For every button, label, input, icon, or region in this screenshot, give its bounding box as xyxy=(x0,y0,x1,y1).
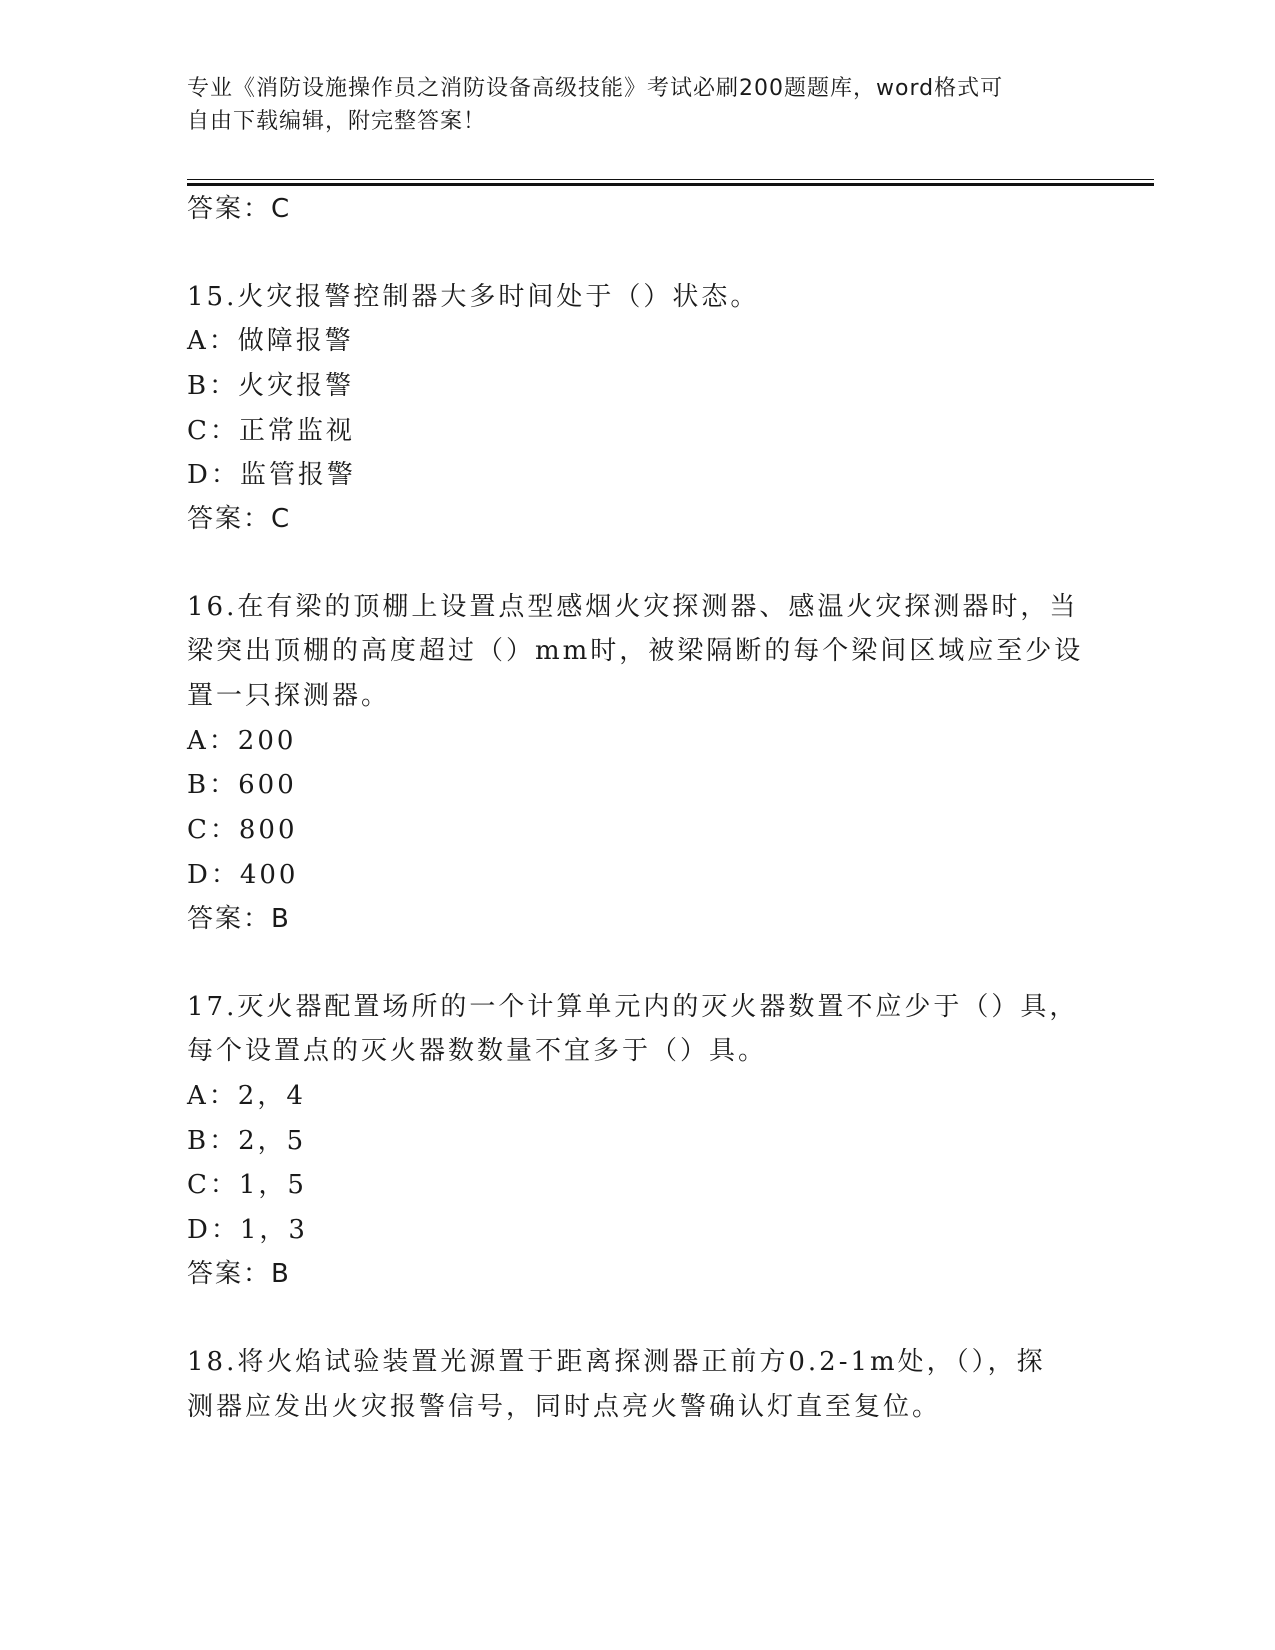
header-rule-thick xyxy=(187,183,1154,186)
question-15-answer: 答案：C xyxy=(187,504,292,534)
header-line-1: 专业《消防设施操作员之消防设备高级技能》考试必刷200题题库，word格式可 xyxy=(187,76,1004,101)
header-line-2: 自由下载编辑，附完整答案！ xyxy=(187,109,487,134)
question-15-option-a: A：做障报警 xyxy=(187,326,354,356)
question-16-option-a: A：200 xyxy=(187,726,297,756)
question-15-option-d: D：监管报警 xyxy=(187,460,356,490)
question-17-option-d: D：1，3 xyxy=(187,1215,308,1245)
question-17-option-b: B：2，5 xyxy=(187,1126,307,1156)
question-16-text-line-1: 16.在有梁的顶棚上设置点型感烟火灾探测器、感温火灾探测器时，当 xyxy=(187,592,1079,622)
question-17-option-a: A：2，4 xyxy=(187,1081,306,1111)
question-17-text-line-2: 每个设置点的灭火器数数量不宜多于（）具。 xyxy=(187,1036,768,1066)
question-16-text-line-3: 置一只探测器。 xyxy=(187,681,391,711)
question-15-option-b: B：火灾报警 xyxy=(187,371,355,401)
question-16-option-c: C：800 xyxy=(187,815,298,845)
question-16-option-b: B：600 xyxy=(187,770,297,800)
header-rule-thin xyxy=(187,179,1154,180)
question-17-answer: 答案：B xyxy=(187,1259,291,1289)
question-16-text-line-2: 梁突出顶棚的高度超过（）mm时，被梁隔断的每个梁间区域应至少设 xyxy=(187,636,1084,666)
question-15-option-c: C：正常监视 xyxy=(187,416,355,446)
question-17-option-c: C：1，5 xyxy=(187,1170,307,1200)
document-header xyxy=(187,72,1067,138)
question-17-text-line-1: 17.灭火器配置场所的一个计算单元内的灭火器数置不应少于（）具， xyxy=(187,992,1079,1022)
prev-answer: 答案：C xyxy=(187,194,292,224)
question-16-option-d: D：400 xyxy=(187,860,299,890)
question-15-text: 15.火灾报警控制器大多时间处于（）状态。 xyxy=(187,282,760,312)
question-18-text-line-1: 18.将火焰试验装置光源置于距离探测器正前方0.2-1m处，（），探 xyxy=(187,1347,1046,1377)
question-16-answer: 答案：B xyxy=(187,904,291,934)
question-18-text-line-2: 测器应发出火灾报警信号，同时点亮火警确认灯直至复位。 xyxy=(187,1392,942,1422)
